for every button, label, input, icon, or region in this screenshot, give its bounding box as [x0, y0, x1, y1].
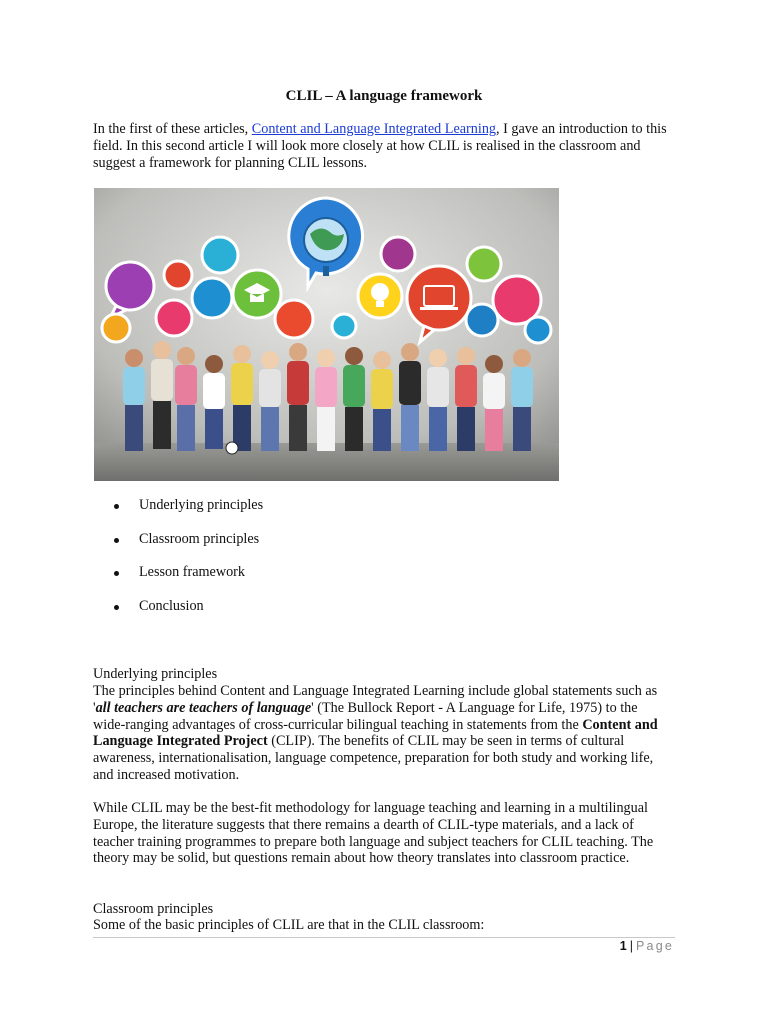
page-label: Page — [636, 939, 674, 953]
list-item — [93, 497, 593, 531]
page-footer — [620, 938, 674, 954]
page-number: 1 — [619, 939, 627, 953]
clil-article-link[interactable]: Content and Language Integrated Learning — [251, 121, 497, 137]
intro-text-start: In the first of these articles, — [93, 121, 252, 137]
classroom-principles-intro: Some of the basic principles of CLIL are that in the CLIL classroom: — [93, 917, 485, 933]
classroom-principles-heading: Classroom principles — [93, 901, 214, 917]
paragraph-text: (CLIP). The benefits of CLIL may be seen in terms of cultural awareness, internationalisation, language competence, preparation for both study and working life, and increased motivation. — [93, 733, 654, 783]
bullet-dot-icon — [114, 571, 119, 576]
clip-project-name: Content and Language Integrated Project — [93, 716, 658, 750]
page-title: CLIL – A language framework — [285, 88, 483, 104]
list-item-label: Classroom principles — [139, 530, 260, 547]
bullet-dot-icon — [114, 605, 119, 610]
list-item — [93, 531, 593, 565]
methodology-paragraph: While CLIL may be the best-fit methodology for language teaching and learning in a multilingual Europe, the literature suggests that there remains a dearth of CLIL-type materials, and a lack of teacher training programmes to prepare both language and subject teachers for CLIL teaching. The theory may be solid, but questions remain about how theory translates into classroom practice. — [93, 800, 654, 867]
list-item-label: Lesson framework — [139, 564, 245, 581]
footer-divider — [93, 937, 675, 938]
underlying-principles-heading: Underlying principles — [93, 666, 218, 682]
underlying-principles-paragraph — [93, 683, 671, 784]
students-speech-bubbles-photo — [94, 188, 559, 481]
list-item-label: Conclusion — [139, 598, 204, 615]
bullock-quote: all teachers are teachers of language — [95, 699, 312, 716]
bullet-dot-icon — [114, 504, 119, 509]
section-bullet-list — [93, 497, 593, 632]
footer-separator: | — [629, 939, 633, 953]
list-item — [93, 564, 593, 598]
intro-paragraph — [93, 121, 683, 171]
paragraph-text: The principles behind Content and Language Integrated Learning include global statements such as ' — [93, 683, 658, 716]
list-item — [93, 598, 593, 632]
paragraph-text: ' (The Bullock Report - A Language for Life, 1975) to the wide-ranging advantages of cross-curricular bilingual teaching in statements from the — [93, 699, 638, 733]
list-item-label: Underlying principles — [139, 497, 264, 513]
bullet-dot-icon — [114, 538, 119, 543]
intro-text-end: , I gave an introduction to this field. In this second article I will look more closely at how CLIL is realised in the classroom and suggest a framework for planning CLIL lessons. — [93, 121, 667, 171]
